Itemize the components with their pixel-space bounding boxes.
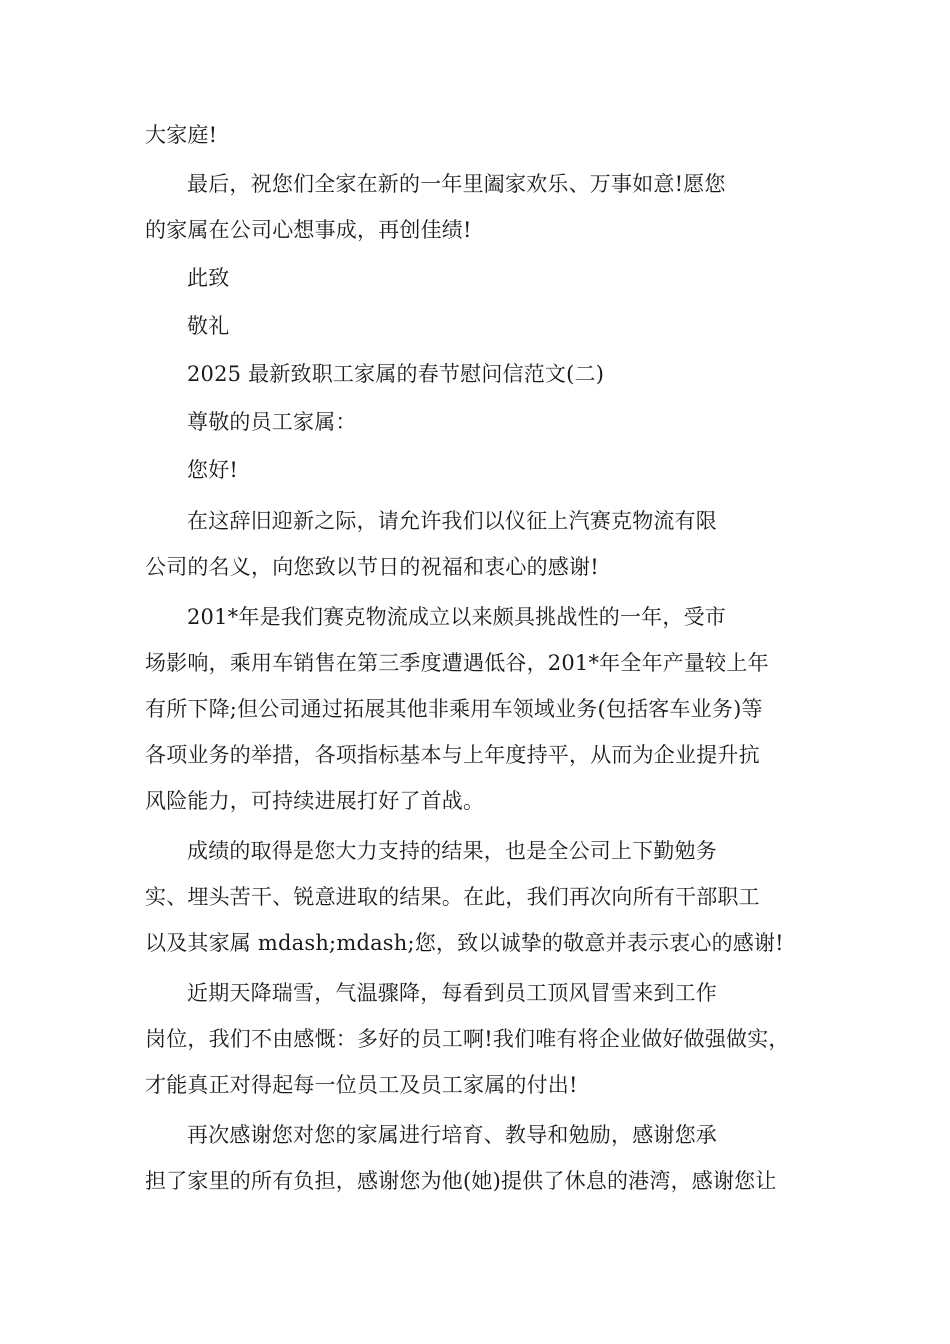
- text-line: 尊敬的员工家属：: [187, 410, 357, 434]
- paragraph: [145, 447, 810, 493]
- text-line: 在这辞旧迎新之际，请允许我们以仪征上汽赛克物流有限: [187, 509, 717, 533]
- text-line: 公司的名义，向您致以节日的祝福和衷心的感谢!: [145, 555, 599, 579]
- paragraph: [145, 1112, 810, 1204]
- text-line: 以及其家属 mdash;mdash;您，致以诚挚的敬意并表示衷心的感谢!: [145, 931, 784, 955]
- text-line: 风险能力，可持续进展打好了首战。: [145, 789, 485, 813]
- document-body: [145, 112, 810, 1204]
- paragraph: [145, 828, 810, 966]
- paragraph: [145, 112, 810, 158]
- text-line: 201*年是我们赛克物流成立以来颇具挑战性的一年，受市: [187, 605, 726, 629]
- paragraph: [145, 351, 810, 397]
- text-line: 近期天降瑞雪，气温骤降，每看到员工顶风冒雪来到工作: [187, 981, 717, 1005]
- paragraph: [145, 399, 810, 445]
- text-line: 再次感谢您对您的家属进行培育、教导和勉励，感谢您承: [187, 1123, 717, 1147]
- paragraph: [145, 498, 810, 590]
- paragraph: [145, 255, 810, 301]
- text-line: 才能真正对得起每一位员工及员工家属的付出!: [145, 1073, 578, 1097]
- paragraph: [145, 594, 810, 824]
- text-line: 有所下降;但公司通过拓展其他非乘用车领域业务(包括客车业务)等: [145, 697, 763, 721]
- text-line: 您好!: [187, 458, 239, 482]
- text-line: 敬礼: [187, 314, 230, 338]
- text-line: 各项业务的举措，各项指标基本与上年度持平，从而为企业提升抗: [145, 743, 760, 767]
- paragraph: [145, 303, 810, 349]
- text-line: 大家庭!: [145, 123, 218, 147]
- paragraph: [145, 970, 810, 1108]
- text-line: 最后，祝您们全家在新的一年里阖家欢乐、万事如意!愿您: [187, 172, 726, 196]
- text-line: 此致: [187, 266, 230, 290]
- text-line: 岗位，我们不由感慨：多好的员工啊!我们唯有将企业做好做强做实，: [145, 1027, 790, 1051]
- text-line: 2025 最新致职工家属的春节慰问信范文(二): [187, 362, 605, 386]
- text-line: 场影响，乘用车销售在第三季度遭遇低谷，201*年全年产量较上年: [145, 651, 769, 675]
- text-line: 实、埋头苦干、锐意进取的结果。在此，我们再次向所有干部职工: [145, 885, 760, 909]
- text-line: 成绩的取得是您大力支持的结果，也是全公司上下勤勉务: [187, 839, 717, 863]
- text-line: 担了家里的所有负担，感谢您为他(她)提供了休息的港湾，感谢您让: [145, 1169, 777, 1193]
- paragraph: [145, 161, 810, 253]
- text-line: 的家属在公司心想事成，再创佳绩!: [145, 218, 472, 242]
